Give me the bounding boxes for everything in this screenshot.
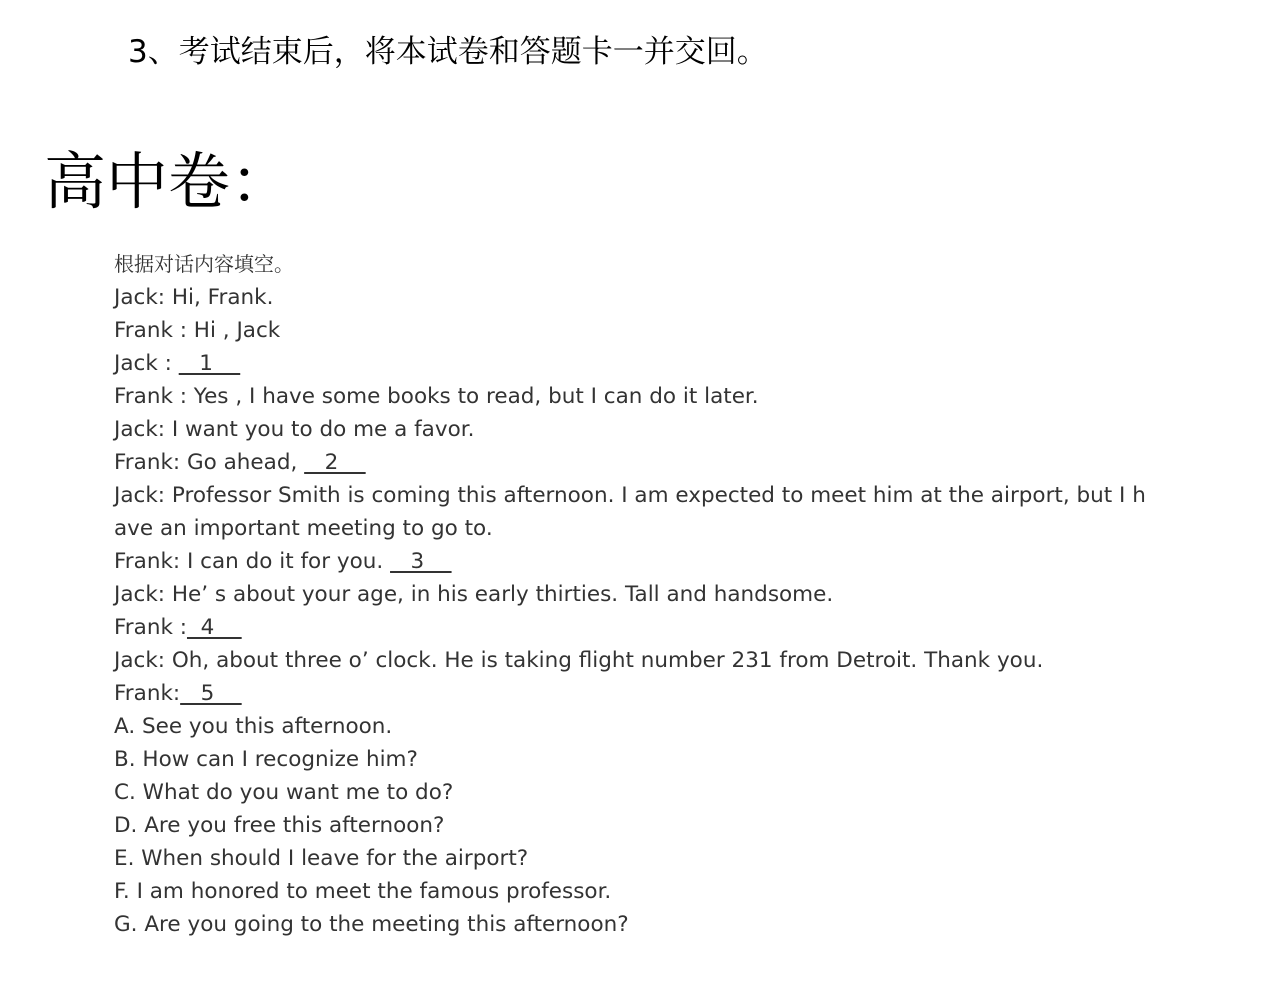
dialogue-text: Jack: I want you to do me a favor. (114, 417, 475, 442)
answer-blank-2: 2 (304, 450, 366, 475)
option-f: F. I am honored to meet the famous professor. (114, 879, 612, 904)
option-a: A. See you this afternoon. (114, 714, 393, 739)
dialogue-line (114, 281, 1154, 314)
answer-blank-4: 4 (186, 615, 242, 640)
dialogue-question (114, 248, 1154, 941)
dialogue-line (114, 347, 1154, 380)
question-prompt: 根据对话内容填空。 (114, 252, 294, 276)
dialogue-text: Jack: Hi, Frank. (114, 285, 274, 310)
dialogue-text: Frank: (114, 681, 181, 706)
dialogue-line (114, 446, 1154, 479)
dialogue-text: Frank: I can do it for you. (114, 549, 391, 574)
dialogue-text: Frank : Hi , Jack (114, 318, 281, 343)
dialogue-line (114, 545, 1154, 578)
dialogue-text: Frank: Go ahead, (114, 450, 305, 475)
option-b: B. How can I recognize him? (114, 747, 418, 772)
dialogue-line (114, 314, 1154, 347)
answer-blank-5: 5 (180, 681, 242, 706)
option-g: G. Are you going to the meeting this afternoon? (114, 912, 629, 937)
option-e: E. When should I leave for the airport? (114, 846, 529, 871)
dialogue-text: Jack: Oh, about three o’ clock. He is taking flight number 231 from Detroit. Thank you. (114, 648, 1044, 673)
dialogue-text: Frank : Yes , I have some books to read, but I can do it later. (114, 384, 759, 409)
answer-blank-3: 3 (390, 549, 452, 574)
dialogue-line (114, 578, 1154, 611)
dialogue-text: Frank : (114, 615, 187, 640)
section-title: 高中卷： (44, 145, 293, 218)
dialogue-text: Jack : (114, 351, 179, 376)
dialogue-line (114, 413, 1154, 446)
option-c: C. What do you want me to do? (114, 780, 454, 805)
dialogue-line (114, 380, 1154, 413)
dialogue-line (114, 611, 1154, 644)
dialogue-text: Jack: Professor Smith is coming this afternoon. I am expected to meet him at the airport, but I have an important meeting to go to. (114, 483, 1146, 541)
dialogue-line (114, 479, 1154, 545)
answer-blank-1: 1 (178, 351, 241, 376)
dialogue-line (114, 677, 1154, 710)
exam-instruction: 3、考试结束后，将本试卷和答题卡一并交回。 (128, 34, 768, 70)
dialogue-line (114, 644, 1154, 677)
dialogue-text: Jack: He’ s about your age, in his early thirties. Tall and handsome. (114, 582, 834, 607)
option-d: D. Are you free this afternoon? (114, 813, 445, 838)
